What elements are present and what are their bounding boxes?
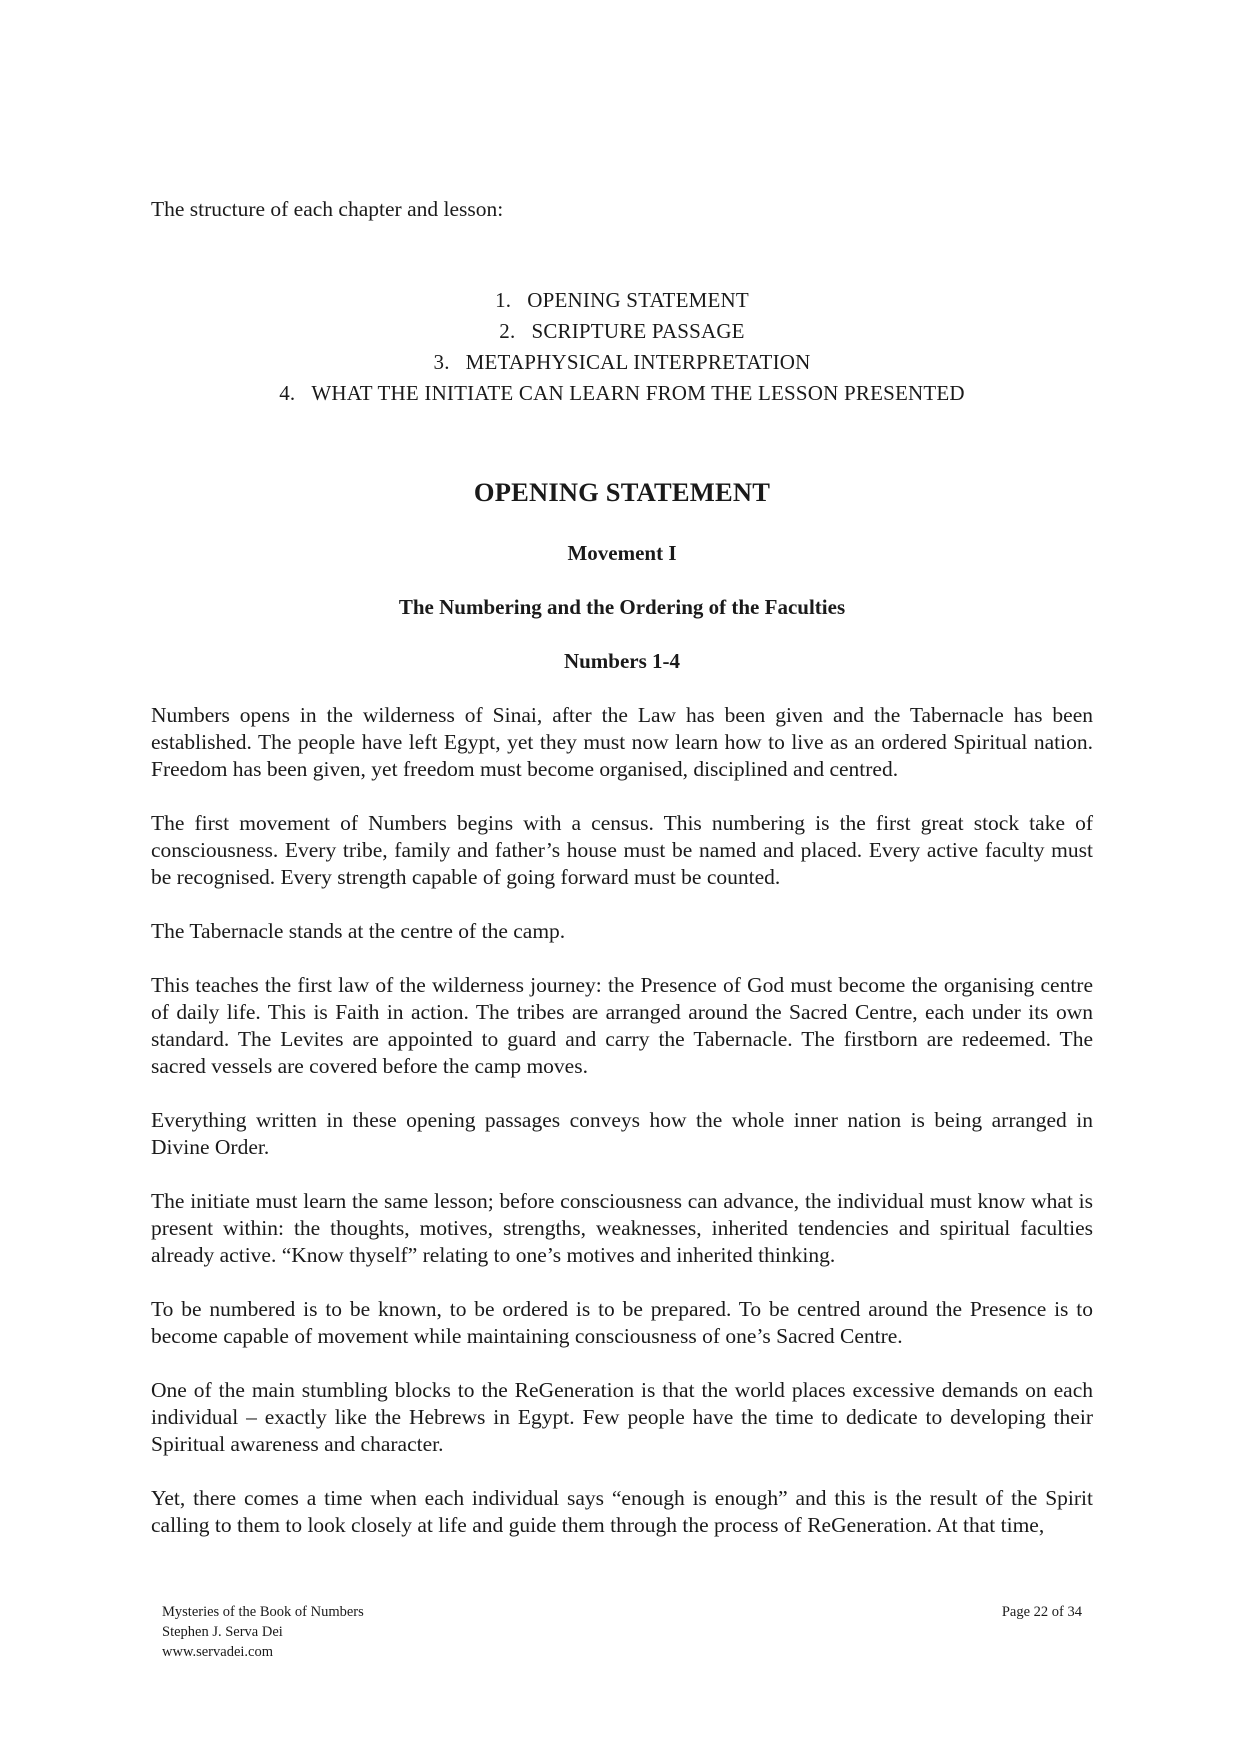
footer-book-title: Mysteries of the Book of Numbers [162,1604,364,1620]
footer-left [162,1602,364,1662]
paragraph: The first movement of Numbers begins with a census. This numbering is the first great stock take of consciousness. Every tribe, family and father’s house must be named and placed. Every active faculty must be recognised. Every strength capable of going forward must be counted. [151,811,1093,889]
paragraph: The Tabernacle stands at the centre of the camp. [151,919,566,943]
paragraph: To be numbered is to be known, to be ordered is to be prepared. To be centred around the Presence is to become capable of movement while maintaining consciousness of one’s Sacred Centre. [151,1297,1093,1348]
movement-title: Movement I [567,541,677,565]
footer-author: Stephen J. Serva Dei [162,1624,283,1640]
body-text [151,702,1093,1539]
paragraph: Numbers opens in the wilderness of Sinai, after the Law has been given and the Tabernacle has been established. The people have left Egypt, yet they must now learn how to live as an ordered Spiritual nation. Freedom has been given, yet freedom must become organised, disciplined and centred. [151,703,1093,781]
paragraph: Everything written in these opening passages conveys how the whole inner nation is being arranged in Divine Order. [151,1108,1093,1159]
section-heading: OPENING STATEMENT [473,477,771,507]
paragraph: Yet, there comes a time when each individual says “enough is enough” and this is the result of the Spirit calling to them to look closely at life and guide them through the process of ReGeneration. At that time, [151,1486,1093,1537]
list-label: METAPHYSICAL INTERPRETATION [465,350,811,374]
list-number: 1. [495,288,512,312]
paragraph: The initiate must learn the same lesson; before consciousness can advance, the individual must know what is present within: the thoughts, motives, strengths, weaknesses, inherited tendencies and spiritual faculties already active. “Know thyself” relating to one’s motives and inherited thinking. [151,1189,1093,1267]
paragraph: This teaches the first law of the wilderness journey: the Presence of God must become the organising centre of daily life. This is Faith in action. The tribes are arranged around the Sacred Centre, each under its own standard. The Levites are appointed to guard and carry the Tabernacle. The firstborn are redeemed. The sacred vessels are covered before the camp moves. [151,973,1093,1078]
scripture-reference: Numbers 1-4 [563,649,681,673]
page-number: Page 22 of 34 [1001,1604,1082,1620]
list-number: 2. [499,319,516,343]
list-number: 3. [433,350,450,374]
list-label: WHAT THE INITIATE CAN LEARN FROM THE LESSON PRESENTED [311,381,965,405]
list-number: 4. [279,381,296,405]
list-item [151,285,1093,316]
list-label: OPENING STATEMENT [527,288,749,312]
page-content [151,196,1093,1566]
list-item [151,347,1093,378]
intro-text: The structure of each chapter and lesson: [151,197,504,221]
lesson-structure-list [151,285,1093,409]
paragraph: One of the main stumbling blocks to the ReGeneration is that the world places excessive demands on each individual – exactly like the Hebrews in Egypt. Few people have the time to dedicate to developing their Spiritual awareness and character. [151,1378,1093,1456]
list-item [151,316,1093,347]
list-label: SCRIPTURE PASSAGE [531,319,745,343]
movement-subtitle: The Numbering and the Ordering of the Faculties [398,595,846,619]
footer-website: www.servadei.com [162,1644,273,1660]
list-item [151,378,1093,409]
